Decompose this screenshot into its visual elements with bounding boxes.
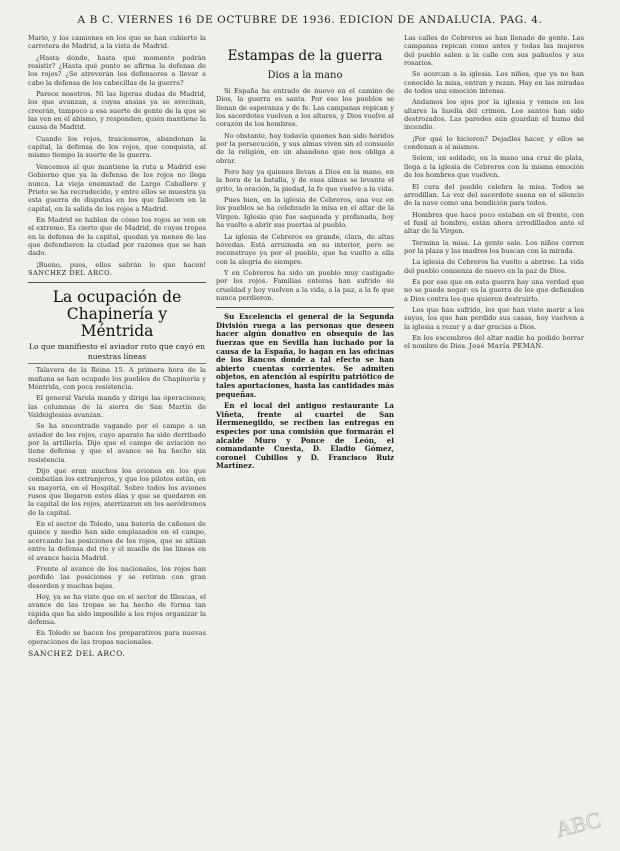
divider [28, 282, 206, 283]
article-paragraph: Es por eso que en esta guerra hay una verdad que no se puede negar: es la guerra de los que defienden a Dios contra los que quieren destruirlo. [404, 277, 584, 303]
article-paragraph: Las calles de Cebreros se han llenado de gente. Las campanas repican como antes y todas las mujeres del pueblo salen a la calle con sus pañuelos y sus rosarios. [404, 34, 584, 68]
article-paragraph: Hoy, ya se ha visto que en el sector de Illescas, el avance de las tropas se ha hecho de forma tan rápida que ha sido imposible a los rojos organizar la defensa. [28, 592, 206, 626]
article-paragraph: En el sector de Toledo, una batería de cañones de quince y medio han sido emplazados en el campo, acercando las posiciones de los rojos, que se sitúan entre la defensa del río y el muelle de las líneas en el avance hacia Madrid. [28, 520, 206, 562]
notice-paragraph: En el local del antiguo restaurante La Viñeta, frente al cuartel de San Hermenegildo, se reciben las entregas en especies por una comisión que formarán el alcalde Muro y Ponce de León, el comandante Cuesta, D. Eladio Gómez, coronel Cubillos y D. Francisco Ruiz Martínez. [216, 401, 394, 471]
article-paragraph: Vencemos al que mantiene la ruta a Madrid ese Gobierno que ya la defensa de los rojos no llega nunca. La vieja enemistad de Largo Caballero y Prieto se ha recrudecido, y entre ellos se muestra ya esta guerra de disputas en los que fallecen en la capital, en la salida de los rojos a Madrid. [28, 162, 206, 213]
article-paragraph: Y en Cebreros ha sido un pueblo muy castigado por los rojos. Familias enteras han sufrido su crueldad y hoy vuelven a la vida, a la paz, a la fe que nunca perdieron. [216, 268, 394, 302]
article-paragraph [404, 334, 584, 351]
article-paragraph: Dijo que eran muchos los aviones en los que combatían los extranjeros, y que los pilotos están, en su mayoría, en el Hospital. Sobre todos los aviones rusos que llegaron estos días y que se quedaron en la capital de los rojos, aterrizaron en los aeródromos de la capital. [28, 467, 206, 517]
article-paragraph: En Madrid se hablan de cómo los rojos se ven en el extremo. Es cierto que de Madrid, de cuyas tropas en la defensa de la capital, quedan ya menos de las que defendieron la ciudad por razones que se han dado. [28, 215, 206, 258]
article-paragraph: Mario, y los camiones en los que se han cubierto la carretera de Madrid, a la vista de Madrid. [28, 34, 206, 51]
article-paragraph: Pues bien, en la iglesia de Cebreros, una vez en los pueblos se ha celebrado la misa en el altar de la Virgen. Iglesia que fue saqueada y profanada, hoy ha vuelto a abrir sus puertas al pueblo. [216, 196, 394, 230]
watermark-text: ABC [553, 806, 604, 842]
subheadline: Lo que manifiesto el aviador roto que cayó en nuestras líneas [28, 342, 206, 364]
section-subtitle: Dios a la mano [267, 70, 343, 81]
article-paragraph: En Toledo se hacen los preparativos para nuevas operaciones de las tropas nacionales. [28, 629, 206, 646]
article-paragraph: ¿Hasta dónde, hasta qué momento podrán resistir? ¿Hasta qué punto se afirma la defensa de los rojos? ¿Se atreverán los defensores a llevar a cabo la defensa de los cabecillas de la guerra? [28, 53, 206, 87]
article-paragraph: Los que han sufrido, los que han visto morir a los suyos, los que han perdido sus casas, hoy vuelven a la iglesia a rezar y a dar gracias a Dios. [404, 305, 584, 331]
article-paragraph: Si España ha entrado de nuevo en el camino de Dios, la guerra es santa. Por eso los pueblos se llenan de esperanza y de fe. Las campanas repican y los sacerdotes vuelven a los altares, y Dios vuelve al corazón de los hombres. [216, 87, 394, 129]
article-paragraph: Frente al avance de los nacionales, los rojos han perdido las posiciones y se retiran con gran desorden y muchas bajas. [28, 564, 206, 590]
article-signature: SANCHEZ DEL ARCO. [28, 648, 126, 658]
page-header: A B C. VIERNES 16 DE OCTUBRE DE 1936. EDICION DE ANDALUCIA. PAG. 4. [77, 14, 543, 26]
column-2 [216, 34, 394, 844]
article-paragraph: Talavera de la Reina 15. A primera hora de la mañana se han ocupado los pueblos de Chapinería y Méntrida, con poca resistencia. [28, 366, 206, 391]
article-paragraph: Se acercan a la iglesia. Los niños, que ya no han conocido la misa, entran y rezan. Hay en las miradas de todos una emoción intensa. [404, 70, 584, 96]
article-paragraph: Se ha encontrado vagando por el campo a un aviador de los rojos, cuyo aparato ha sido derribado por la artillería. Dijo que el campo de aviación no tiene defensa y que el avance se ha hecho sin resistencia. [28, 422, 206, 464]
article-paragraph: No obstante, hay todavía quienes han sido heridos por la persecución, y sus almas viven sin el consuelo de la religión, en un abandono que nos obliga a obrar. [216, 131, 394, 165]
article-paragraph [28, 261, 206, 278]
article-signature: José María PEMAN. [469, 342, 544, 351]
article-signature: SANCHEZ DEL ARCO. [28, 268, 113, 277]
article-paragraph: Pero hay ya quienes llevan a Dios en la mano, en la hora de la batalla, y de esas almas se levanta el grito, la oración, la piedad, la fe que vuelve a la vida. [216, 168, 394, 193]
article-text: ¡Bueno, pues, ellos sabrán lo que hacen! [36, 260, 206, 269]
article-paragraph: Selem, un soldado, en la mano una cruz de plata, llega a la iglesia de Cebreros con la misma emoción de los hombres que vuelven. [404, 154, 584, 180]
article-paragraph: La iglesia de Cebreros es grande, clara, de altas bóvedas. Está arruinada en su interior, pero se reconstruye ya por el pueblo, que ha vuelto a ella con la alegría de siempre. [216, 232, 394, 266]
article-paragraph: Termina la misa. La gente sale. Los niños corren por la plaza y las madres los buscan con la mirada. [404, 238, 584, 255]
notice-paragraph: Su Excelencia el general de la Segunda División ruega a las personas que deseen hacer algún donativo en obsequio de las fuerzas que en Sevilla han luchado por la causa de la España, lo hagan en las oficinas de los Bancos donde a tal efecto se han abierto cuentas corrientes. Se admiten objetos, en atención al espíritu patriótico de tales aportaciones, hasta las cantidades más pequeñas. [216, 312, 394, 399]
article-paragraph: Hombres que hace poco estaban en el frente, con el fusil al hombro, están ahora arrodillados ante el altar de la Virgen. [404, 210, 584, 236]
article-paragraph: La iglesia de Cebreros ha vuelto a abrirse. La vida del pueblo comienza de nuevo en la paz de Dios. [404, 258, 584, 275]
headline-chapineria: La ocupación de Chapinería y Méntrida [52, 288, 182, 341]
section-title: Estampas de la guerra [227, 48, 383, 64]
abc-watermark-logo [548, 806, 608, 842]
column-3 [404, 34, 584, 844]
article-paragraph: ¡Por qué lo hicieron? Dejadles hacer, y ellos se condenan a sí mismos. [404, 134, 584, 152]
article-paragraph: Cuando los rojos, traicioneros, abandonan la capital, la defensa de los rojos, que conquista, al mismo tiempo la suerte de la guerra. [28, 134, 206, 160]
article-paragraph: El general Varela manda y dirige las operaciones; las columnas de la sierra de San Martín de Valdeiglesias avanzan. [28, 394, 206, 419]
article-paragraph: El cura del pueblo celebra la misa. Todos se arrodillan. La voz del sacerdote suena en el silencio de la nave como una bendición para todos. [404, 182, 584, 208]
divider [216, 307, 394, 308]
article-paragraph: Parece nosotros. Ni las ligeras dudas de Madrid, los que avanzan, a cuyas ansias ya se avecinan, creerán, tampoco a esa suerte de gente de la que se las ven en el abismo, y responden, quién mantiene la causa de Madrid. [28, 90, 206, 132]
article-paragraph: Andamos los ojos por la iglesia y vemos en los altares la huella del crimen. Los santos han sido destrozados. Las paredes aún guardan el humo del incendio. [404, 98, 584, 132]
article-text: En los escombros del altar nadie ha podido borrar el nombre de Dios. [404, 334, 584, 351]
column-1 [28, 34, 206, 844]
